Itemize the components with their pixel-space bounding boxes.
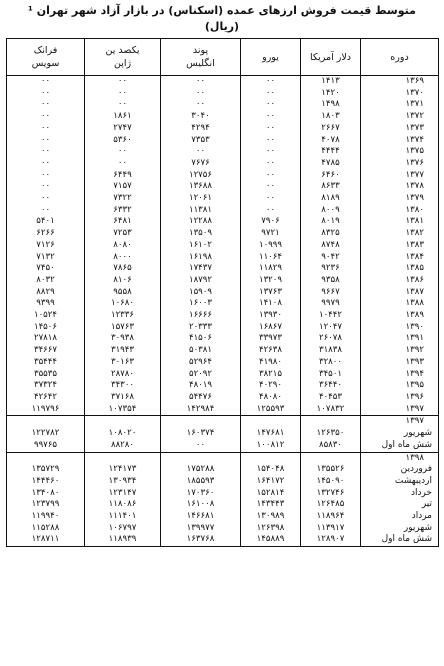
table-row — [7, 511, 439, 523]
value-cell: ۱۱۳۹۱۷ — [301, 523, 361, 535]
value-cell: ۸۸۲۹ — [36, 286, 55, 297]
empty-cell — [301, 452, 361, 464]
value-cell: ۱۵۲۸۱۴ — [241, 488, 301, 500]
value-cell: ۳۷۳۲۴ — [33, 380, 58, 391]
value-cell: ۰۰ — [241, 181, 301, 193]
table-row — [7, 146, 439, 158]
value-cell: ۱۳۵۵۲۶ — [301, 464, 361, 476]
value-cell: ۰۰ — [40, 134, 51, 145]
value-cell: ۱۳۰۹۸۹ — [241, 511, 301, 523]
value-cell: ۹۳۵۸ — [301, 275, 361, 287]
value-cell: ۱۵۹۰۹ — [161, 287, 241, 299]
value-cell: ۱۴۵۰۶ — [33, 321, 58, 332]
value-cell: ۱۳۵۷۲۹ — [31, 464, 60, 475]
value-cell: ۱۶۰۰۳ — [161, 298, 241, 310]
value-cell: ۲۶۰۷۸ — [301, 333, 361, 345]
value-cell: ۳۷۱۶۸ — [85, 392, 161, 404]
value-cell: ۱۶۸۶۷ — [241, 322, 301, 334]
value-cell: ۳۰۱۶۳ — [85, 357, 161, 369]
value-cell: ۱۰۶۸۰ — [85, 298, 161, 310]
value-cell: ۳۸۲۱۵ — [241, 369, 301, 381]
value-cell: ۸۱۸۹ — [301, 193, 361, 205]
table-row — [7, 499, 439, 511]
value-cell: ۳۱۹۴۳ — [85, 345, 161, 357]
value-cell: ۱۲۶۳۹۸ — [241, 523, 301, 535]
value-cell: ۳۵۴۴۴ — [33, 356, 58, 367]
empty-cell — [7, 416, 85, 428]
value-cell: ۶۳۳۲ — [85, 205, 161, 217]
value-cell: ۱۲۲۸۸ — [161, 216, 241, 228]
value-cell: ۱۷۵۲۸۸ — [161, 464, 241, 476]
value-cell: ۷۸۶۵ — [85, 263, 161, 275]
value-cell: ۴۲۹۴ — [161, 123, 241, 135]
value-cell: ۱۰۰۸۱۲ — [241, 440, 301, 452]
period-cell: شهریور — [361, 523, 439, 535]
period-cell: ۱۳۷۹ — [361, 193, 439, 205]
table-row — [7, 392, 439, 404]
value-cell: ۰۰ — [161, 76, 241, 88]
value-cell: ۰۰ — [40, 99, 51, 110]
value-cell: ۱۳۲۷۴۶ — [301, 488, 361, 500]
value-cell: ۸۶۳۳ — [301, 181, 361, 193]
value-cell: ۸۰۱۹ — [301, 216, 361, 228]
empty-cell — [301, 416, 361, 428]
value-cell: ۱۲۰۶۱ — [161, 193, 241, 205]
empty-cell — [85, 452, 161, 464]
period-cell: ۱۳۷۵ — [361, 146, 439, 158]
value-cell: ۹۵۵۸ — [85, 287, 161, 299]
value-cell: ۰۰ — [161, 146, 241, 158]
value-cell: ۰۰ — [85, 99, 161, 111]
value-cell: ۱۱۰۶۴ — [241, 252, 301, 264]
value-cell: ۱۴۹۸ — [301, 99, 361, 111]
period-cell: ۱۳۷۲ — [361, 111, 439, 123]
value-cell: ۱۲۶۳۵۰ — [301, 428, 361, 440]
period-cell: اردیبهشت — [361, 476, 439, 488]
currency-table — [6, 38, 439, 547]
table-row — [7, 135, 439, 147]
value-cell: ۱۱۳۸۱ — [161, 205, 241, 217]
value-cell: ۹۲۳۶ — [301, 263, 361, 275]
value-cell: ۰۰ — [241, 170, 301, 182]
value-cell: ۳۴۳۰۰ — [85, 380, 161, 392]
value-cell: ۱۱۸۹۳۹ — [85, 534, 161, 546]
period-cell: فروردین — [361, 464, 439, 476]
period-cell: ۱۳۸۱ — [361, 216, 439, 228]
value-cell: ۰۰ — [241, 135, 301, 147]
value-cell: ۵۰۳۸۱ — [161, 345, 241, 357]
value-cell: ۹۹۷۶۵ — [33, 439, 58, 450]
value-cell: ۴۸۰۸۰ — [241, 392, 301, 404]
value-cell: ۱۰۸۰۲۰ — [85, 428, 161, 440]
value-cell: ۰۰ — [241, 99, 301, 111]
period-cell: ۱۳۷۶ — [361, 158, 439, 170]
period-cell: ۱۳۸۴ — [361, 252, 439, 264]
period-cell: ۱۳۸۹ — [361, 310, 439, 322]
value-cell: ۵۴۰۱ — [36, 216, 55, 227]
value-cell: ۷۱۳۲ — [36, 251, 55, 262]
period-cell: شش ماه اول — [361, 440, 439, 452]
value-cell: ۲۷۴۷ — [85, 123, 161, 135]
year-label: ۱۳۹۸ — [361, 452, 439, 464]
table-row — [7, 404, 439, 416]
header-eur: یورو — [241, 39, 301, 76]
value-cell: ۳۵۵۳۵ — [33, 368, 58, 379]
value-cell: ۷۳۲۲ — [85, 193, 161, 205]
table-row — [7, 263, 439, 275]
empty-cell — [85, 416, 161, 428]
table-row — [7, 333, 439, 345]
value-cell: ۸۳۲۵ — [301, 228, 361, 240]
table-row — [7, 252, 439, 264]
empty-cell — [7, 452, 85, 464]
period-cell: ۱۳۸۲ — [361, 228, 439, 240]
empty-cell — [241, 452, 301, 464]
value-cell: ۸۰۸۰ — [85, 240, 161, 252]
value-cell: ۰۰ — [241, 158, 301, 170]
value-cell: ۱۲۲۷۸۲ — [31, 428, 60, 439]
value-cell: ۱۴۵۸۸۹ — [241, 534, 301, 546]
year-heading-row — [7, 416, 439, 428]
value-cell: ۹۰۴۲ — [301, 252, 361, 264]
value-cell: ۱۰۷۸۳۲ — [301, 404, 361, 416]
table-row — [7, 345, 439, 357]
value-cell: ۱۰۵۲۴ — [33, 310, 58, 321]
period-cell: ۱۳۸۵ — [361, 263, 439, 275]
value-cell: ۴۸۰۱۹ — [161, 380, 241, 392]
value-cell: ۰۰ — [241, 76, 301, 88]
value-cell: ۱۸۷۹۲ — [161, 275, 241, 287]
value-cell: ۴۲۶۳۸ — [241, 345, 301, 357]
value-cell: ۲۸۷۸۰ — [85, 369, 161, 381]
value-cell: ۱۳۷۶۳ — [241, 287, 301, 299]
table-row — [7, 476, 439, 488]
value-cell: ۰۰ — [241, 123, 301, 135]
table-row — [7, 380, 439, 392]
value-cell: ۱۰۹۹۹ — [241, 240, 301, 252]
value-cell: ۱۱۹۷۹۶ — [31, 403, 60, 414]
value-cell: ۱۲۴۱۷۳ — [85, 464, 161, 476]
value-cell: ۱۰۷۳۵۴ — [85, 404, 161, 416]
value-cell: ۱۴۶۶۸۱ — [161, 511, 241, 523]
value-cell: ۰۰ — [85, 76, 161, 88]
header-jpy: یکصد ین ژاپن — [85, 39, 161, 76]
table-row — [7, 240, 439, 252]
value-cell: ۱۲۷۵۶ — [161, 170, 241, 182]
empty-cell — [161, 416, 241, 428]
period-cell: ۱۳۸۰ — [361, 205, 439, 217]
period-cell: ۱۳۹۷ — [361, 404, 439, 416]
value-cell: ۱۴۱۰۸ — [241, 298, 301, 310]
page-title: متوسط قیمت فروش ارزهای عمده (اسکناس) در بازار آزاد شهر تهران ¹ — [28, 4, 416, 17]
value-cell: ۸۰۰۹ — [301, 205, 361, 217]
value-cell: ۰۰ — [40, 146, 51, 157]
value-cell: ۱۶۰۳۷۴ — [161, 428, 241, 440]
header-usd: دلار آمریکا — [301, 39, 361, 76]
value-cell: ۱۶۳۷۶۸ — [161, 534, 241, 546]
table-row — [7, 488, 439, 500]
value-cell: ۵۲۹۶۴ — [161, 357, 241, 369]
value-cell: ۰۰ — [40, 169, 51, 180]
period-cell: ۱۳۸۸ — [361, 298, 439, 310]
table-row — [7, 298, 439, 310]
value-cell: ۱۳۰۹۳۴ — [85, 476, 161, 488]
value-cell: ۸۷۴۸ — [301, 240, 361, 252]
table-row — [7, 322, 439, 334]
period-cell: مرداد — [361, 511, 439, 523]
value-cell: ۰۰ — [85, 146, 161, 158]
value-cell: ۰۰ — [161, 440, 241, 452]
value-cell: ۱۲۳۷۹۹ — [31, 499, 60, 510]
value-cell: ۰۰ — [241, 193, 301, 205]
period-cell: ۱۳۹۱ — [361, 333, 439, 345]
value-cell: ۱۱۵۲۸۸ — [31, 522, 60, 533]
table-row — [7, 76, 439, 88]
value-cell: ۱۶۴۱۷۲ — [241, 476, 301, 488]
value-cell: ۱۲۳۳۶ — [85, 310, 161, 322]
value-cell: ۰۰ — [40, 76, 51, 86]
period-cell: ۱۳۷۱ — [361, 99, 439, 111]
value-cell: ۰۰ — [161, 88, 241, 100]
period-cell: ۱۳۸۳ — [361, 240, 439, 252]
value-cell: ۳۱۸۳۸ — [301, 345, 361, 357]
value-cell: ۸۰۰۰ — [85, 252, 161, 264]
empty-cell — [241, 416, 301, 428]
value-cell: ۰۰ — [40, 122, 51, 133]
period-cell: شش ماه اول — [361, 534, 439, 546]
value-cell: ۳۰۹۳۸ — [85, 333, 161, 345]
value-cell: ۷۹۰۶ — [241, 216, 301, 228]
value-cell: ۶۴۶۰ — [301, 170, 361, 182]
value-cell: ۲۰۳۳۳ — [161, 322, 241, 334]
value-cell: ۶۲۶۶ — [36, 228, 55, 239]
value-cell: ۱۳۴۰۸۰ — [31, 487, 60, 498]
period-cell: ۱۳۷۳ — [361, 123, 439, 135]
table-row — [7, 275, 439, 287]
value-cell: ۴۴۴۴ — [301, 146, 361, 158]
period-cell: ۱۳۷۸ — [361, 181, 439, 193]
value-cell: ۱۲۸۹۰۷ — [301, 534, 361, 546]
value-cell: ۸۰۳۲ — [36, 274, 55, 285]
value-cell: ۱۰۴۴۲ — [301, 310, 361, 322]
value-cell: ۰۰ — [40, 157, 51, 168]
value-cell: ۳۴۶۶۷ — [33, 345, 58, 356]
period-cell: شهریور — [361, 428, 439, 440]
value-cell: ۱۳۶۸۸ — [161, 181, 241, 193]
value-cell: ۱۲۳۱۴۷ — [85, 488, 161, 500]
value-cell: ۹۹۷۹ — [301, 298, 361, 310]
value-cell: ۹۳۹۹ — [36, 298, 55, 309]
header-chf: فرانک سویس — [7, 39, 85, 76]
period-cell: ۱۳۹۲ — [361, 345, 439, 357]
period-cell: ۱۳۹۳ — [361, 357, 439, 369]
table-row — [7, 158, 439, 170]
value-cell: ۱۲۵۵۹۳ — [241, 404, 301, 416]
value-cell: ۰۰ — [40, 204, 51, 215]
value-cell: ۱۵۴۰۴۸ — [241, 464, 301, 476]
value-cell: ۹۷۲۱ — [241, 228, 301, 240]
value-cell: ۱۱۸۹۶۴ — [301, 511, 361, 523]
value-cell: ۰۰ — [241, 88, 301, 100]
value-cell: ۳۲۸۰۰ — [301, 357, 361, 369]
value-cell: ۱۶۱۰۲ — [161, 240, 241, 252]
value-cell: ۱۳۹۹۷۷ — [161, 523, 241, 535]
table-row — [7, 111, 439, 123]
value-cell: ۱۱۱۴۰۱ — [85, 511, 161, 523]
value-cell: ۴۲۶۴۲ — [33, 391, 58, 402]
value-cell: ۰۰ — [40, 111, 51, 122]
value-cell: ۱۰۶۷۹۷ — [85, 523, 161, 535]
value-cell: ۱۶۱۹۸ — [161, 252, 241, 264]
table-row — [7, 99, 439, 111]
value-cell: ۹۶۶۷ — [301, 287, 361, 299]
value-cell: ۳۳۹۷۳ — [241, 333, 301, 345]
value-cell: ۳۰۴۰ — [161, 111, 241, 123]
value-cell: ۸۱۰۶ — [85, 275, 161, 287]
value-cell: ۰۰ — [241, 205, 301, 217]
value-cell: ۱۴۳۴۴۳ — [241, 499, 301, 511]
value-cell: ۶۴۴۹ — [85, 170, 161, 182]
value-cell: ۱۱۹۹۴۰ — [31, 511, 60, 522]
value-cell: ۱۸۶۱ — [85, 111, 161, 123]
value-cell: ۱۴۲۹۸۴ — [161, 404, 241, 416]
value-cell: ۲۷۸۱۸ — [33, 333, 58, 344]
table-row — [7, 428, 439, 440]
value-cell: ۱۱۸۰۸۶ — [85, 499, 161, 511]
value-cell: ۱۳۵۰۹ — [161, 228, 241, 240]
table-row — [7, 534, 439, 546]
table-row — [7, 369, 439, 381]
value-cell: ۱۴۱۳ — [301, 76, 361, 88]
table-row — [7, 228, 439, 240]
table-row — [7, 523, 439, 535]
table-row — [7, 464, 439, 476]
value-cell: ۱۲۰۴۷ — [301, 322, 361, 334]
table-row — [7, 287, 439, 299]
period-cell: ۱۳۹۵ — [361, 380, 439, 392]
value-cell: ۲۶۶۷ — [301, 123, 361, 135]
value-cell: ۰۰ — [241, 111, 301, 123]
table-row — [7, 216, 439, 228]
value-cell: ۱۳۹۳۰ — [241, 310, 301, 322]
period-cell: ۱۳۸۷ — [361, 287, 439, 299]
value-cell: ۱۱۸۲۹ — [241, 263, 301, 275]
period-cell: ۱۳۶۹ — [361, 76, 439, 88]
value-cell: ۱۴۷۶۸۱ — [241, 428, 301, 440]
value-cell: ۱۳۲۰۹ — [241, 275, 301, 287]
period-cell: ۱۳۹۰ — [361, 322, 439, 334]
value-cell: ۸۵۸۳۰ — [301, 440, 361, 452]
value-cell: ۳۶۴۴۰ — [301, 380, 361, 392]
value-cell: ۱۷۰۳۶۰ — [161, 488, 241, 500]
value-cell: ۴۰۷۸ — [301, 135, 361, 147]
value-cell: ۱۴۲۰ — [301, 88, 361, 100]
value-cell: ۱۷۴۳۷ — [161, 263, 241, 275]
value-cell: ۳۴۵۰۱ — [301, 369, 361, 381]
table-row — [7, 440, 439, 452]
value-cell: ۶۴۸۱ — [85, 216, 161, 228]
value-cell: ۷۱۵۷ — [85, 181, 161, 193]
table-row — [7, 181, 439, 193]
table-row — [7, 88, 439, 100]
value-cell: ۰۰ — [85, 158, 161, 170]
value-cell: ۱۶۱۰۰۸ — [161, 499, 241, 511]
value-cell: ۷۴۵۰ — [36, 263, 55, 274]
table-header-row — [7, 39, 439, 76]
value-cell: ۴۰۲۹۰ — [241, 380, 301, 392]
value-cell: ۷۳۵۳ — [161, 135, 241, 147]
value-cell: ۱۸۰۳ — [301, 111, 361, 123]
value-cell: ۰۰ — [85, 88, 161, 100]
value-cell: ۰۰ — [40, 87, 51, 98]
table-row — [7, 170, 439, 182]
value-cell: ۸۸۲۸۰ — [85, 440, 161, 452]
value-cell: ۱۸۵۵۹۳ — [161, 476, 241, 488]
period-cell: ۱۳۹۴ — [361, 369, 439, 381]
value-cell: ۱۲۶۴۸۵ — [301, 499, 361, 511]
period-cell: خرداد — [361, 488, 439, 500]
period-cell: ۱۳۷۰ — [361, 88, 439, 100]
value-cell: ۰۰ — [40, 193, 51, 204]
value-cell: ۱۴۴۴۶۰ — [31, 475, 60, 486]
year-heading-row — [7, 452, 439, 464]
header-period: دوره — [361, 39, 439, 76]
value-cell: ۱۵۷۶۳ — [85, 322, 161, 334]
value-cell: ۷۲۵۳ — [85, 228, 161, 240]
value-cell: ۰۰ — [161, 99, 241, 111]
value-cell: ۷۶۷۶ — [161, 158, 241, 170]
value-cell: ۴۱۵۰۶ — [161, 333, 241, 345]
period-cell: ۱۳۷۷ — [361, 170, 439, 182]
value-cell: ۵۳۶۰ — [85, 135, 161, 147]
period-cell: ۱۳۹۶ — [361, 392, 439, 404]
period-cell: تیر — [361, 499, 439, 511]
value-cell: ۰۰ — [241, 146, 301, 158]
value-cell: ۵۲۰۹۲ — [161, 369, 241, 381]
unit-label: (ریال) — [204, 20, 240, 33]
value-cell: ۱۲۸۷۱۱ — [31, 534, 60, 545]
value-cell: ۴۷۸۵ — [301, 158, 361, 170]
table-row — [7, 205, 439, 217]
value-cell: ۴۰۴۵۳ — [301, 392, 361, 404]
year-label: ۱۳۹۷ — [361, 416, 439, 428]
table-row — [7, 357, 439, 369]
table-row — [7, 123, 439, 135]
period-cell: ۱۳۸۶ — [361, 275, 439, 287]
value-cell: ۴۱۹۸۰ — [241, 357, 301, 369]
table-row — [7, 193, 439, 205]
value-cell: ۷۱۲۶ — [36, 239, 55, 250]
empty-cell — [161, 452, 241, 464]
value-cell: ۰۰ — [40, 181, 51, 192]
period-cell: ۱۳۷۴ — [361, 135, 439, 147]
value-cell: ۱۴۵۰۹۰ — [301, 476, 361, 488]
value-cell: ۱۶۶۶۶ — [161, 310, 241, 322]
header-gbp: پوند انگلیس — [161, 39, 241, 76]
value-cell: ۵۴۴۷۶ — [161, 392, 241, 404]
table-row — [7, 310, 439, 322]
